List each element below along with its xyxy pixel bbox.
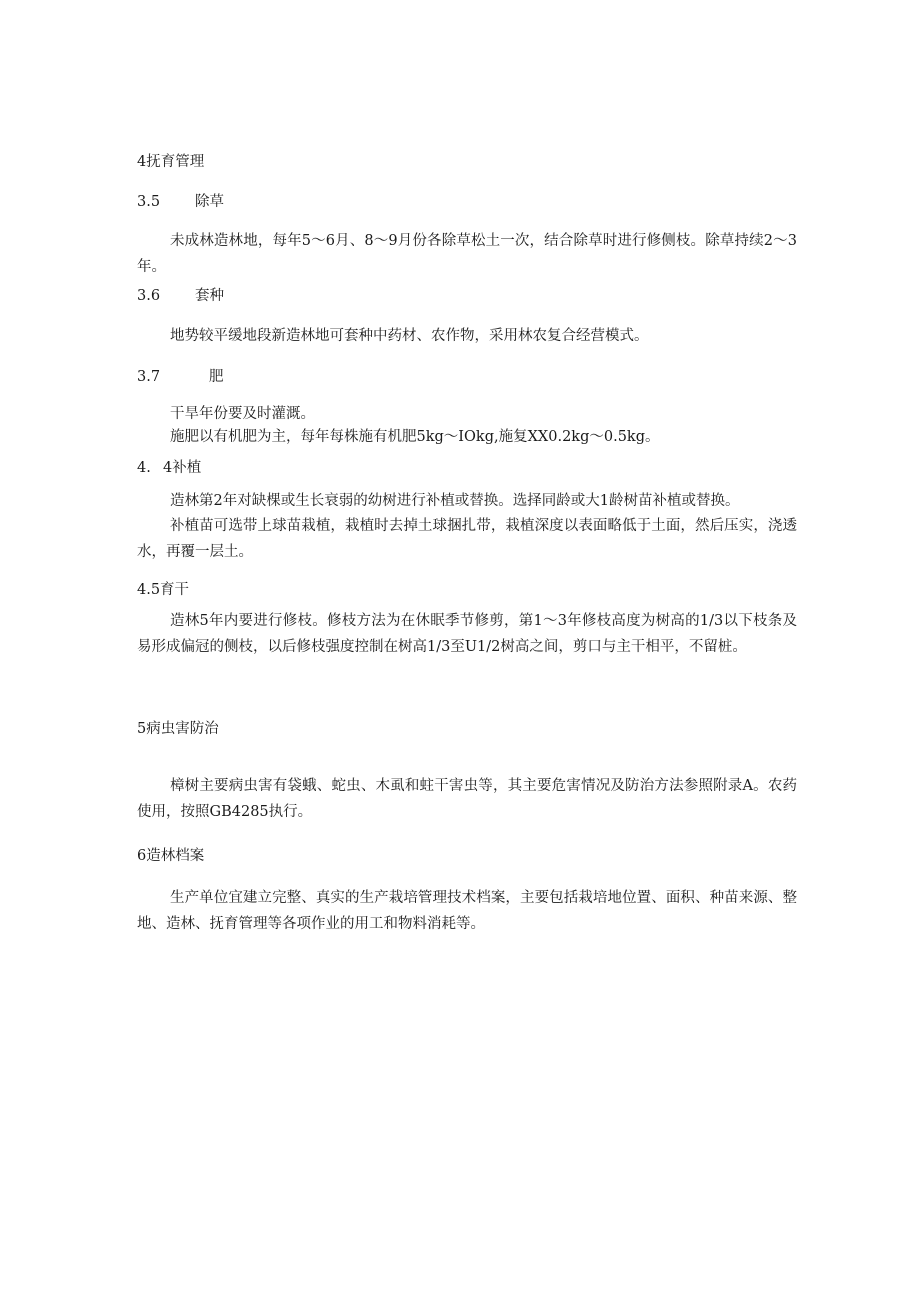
section-3-7-line-2: 施肥以有机肥为主，每年每株施有机肥5kg～IOkg,施复XX0.2kg～0.5kg。 bbox=[170, 429, 660, 445]
section-3-5-number: 3.5 bbox=[137, 194, 161, 210]
section-3-7-line-1: 干旱年份要及时灌溉。 bbox=[170, 406, 315, 422]
section-4-4-title: 4补植 bbox=[163, 460, 202, 476]
section-4-heading: 4抚育管理 bbox=[137, 154, 205, 170]
section-3-5-heading bbox=[137, 192, 224, 212]
section-3-7-number: 3.7 bbox=[137, 369, 161, 385]
section-3-5-body: 未成林造林地，每年5～6月、8～9月份各除草松土一次，结合除草时进行修侧枝。除草持续2～3年。 bbox=[137, 233, 797, 275]
section-4-4-body-1: 造林第2年对缺棵或生长衰弱的幼树进行补植或替换。选择同龄或大1龄树苗补植或替换。 bbox=[170, 493, 740, 509]
section-3-5-title: 除草 bbox=[195, 194, 224, 210]
section-4-4-heading bbox=[137, 458, 201, 478]
section-3-6-body: 地势较平缓地段新造林地可套种中药材、农作物，采用林农复合经营模式。 bbox=[170, 328, 649, 344]
section-5-body: 樟树主要病虫害有袋蛾、蛇虫、木虱和蛀干害虫等，其主要危害情况及防治方法参照附录A。农药使用，按照GB4285执行。 bbox=[137, 778, 797, 820]
section-4-5-body: 造林5年内要进行修枝。修枝方法为在休眠季节修剪，第1～3年修枝高度为树高的1/3以下枝条及易形成偏冠的侧枝，以后修枝强度控制在树高1/3至U1/2树高之间，剪口与主干相平，不留桩。 bbox=[137, 613, 797, 655]
section-3-6-title: 套种 bbox=[195, 288, 224, 304]
section-5-heading: 5病虫害防治 bbox=[137, 721, 219, 737]
section-3-6-heading bbox=[137, 286, 224, 306]
section-6-body: 生产单位宜建立完整、真实的生产栽培管理技术档案，主要包括栽培地位置、面积、种苗来源、整地、造林、抚育管理等各项作业的用工和物料消耗等。 bbox=[137, 890, 797, 932]
section-4-4-number: 4. bbox=[137, 460, 151, 476]
section-4-5-heading: 4.5育干 bbox=[137, 582, 190, 598]
section-3-7-title: 肥 bbox=[209, 369, 224, 385]
section-6-heading: 6造林档案 bbox=[137, 848, 205, 864]
section-3-6-number: 3.6 bbox=[137, 288, 161, 304]
section-3-7-heading bbox=[137, 367, 224, 387]
section-4-4-body-2: 补植苗可选带上球苗栽植，栽植时去掉土球捆扎带，栽植深度以表面略低于土面，然后压实，浇透水，再覆一层土。 bbox=[137, 518, 797, 560]
